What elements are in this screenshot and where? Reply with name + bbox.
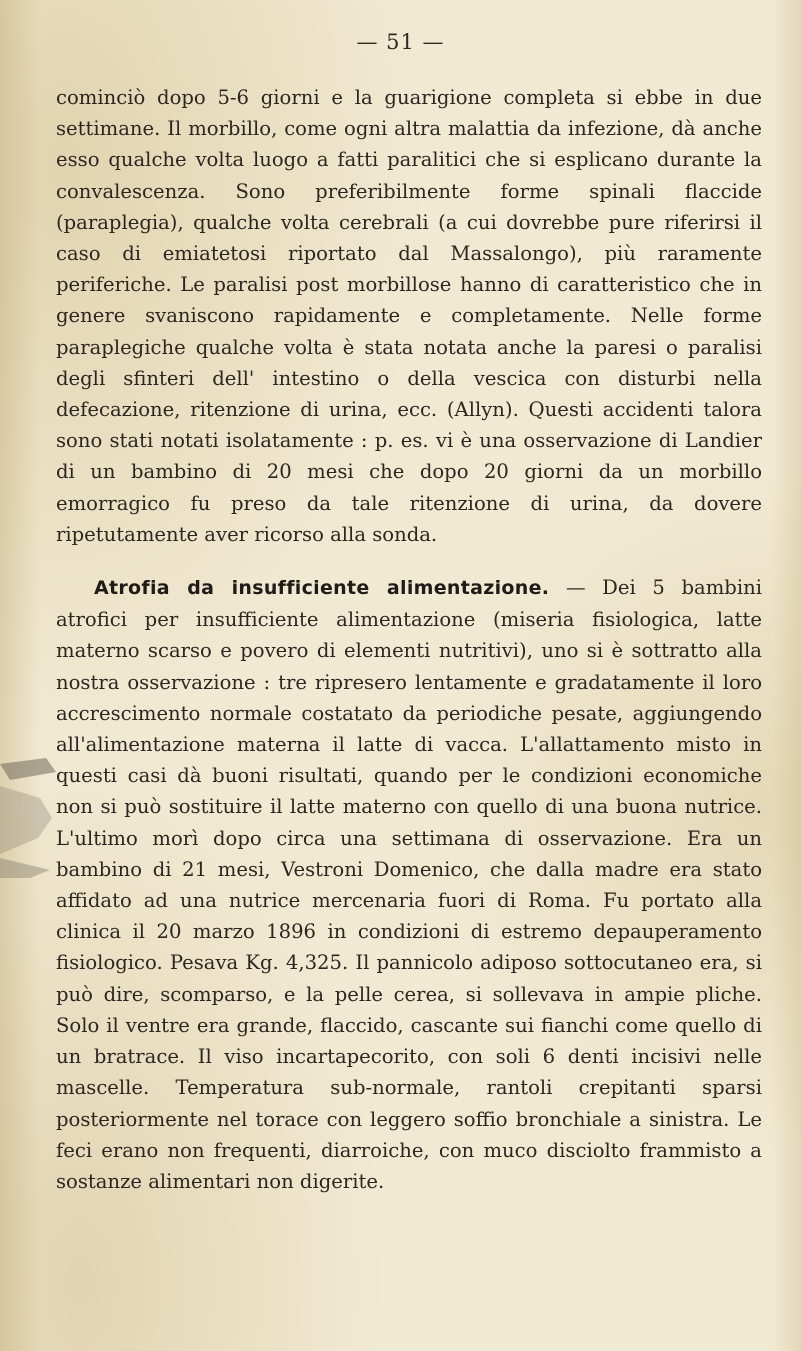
page-number: — 51 — (356, 30, 445, 54)
paragraph-atrophy-section (56, 572, 762, 1197)
section-body-atrofia: — Dei 5 bambini atrofici per insufficiente alimentazione (miseria fisiologica, latte materno scarso e povero di elementi nutritivi), uno si è sottratto alla nostra osservazione : tre ripresero lentamente e gradatamente il loro accrescimento normale costatato da periodiche pesate, aggiungendo all'alimentazione materna il latte di vacca. L'allattamento misto in questi casi dà buoni risultati, quando per le condizioni economiche non si può sostituire il latte materno con quello di una buona nutrice. L'ultimo morì dopo circa una settimana di osservazione. Era un bambino di 21 mesi, Vestroni Domenico, che dalla madre era stato affidato ad una nutrice mercenaria fuori di Roma. Fu portato alla clinica il 20 marzo 1896 in condizioni di estremo depauperamento fisiologico. Pesava Kg. 4,325. Il pannicolo adiposo sottocutaneo era, si può dire, scomparso, e la pelle cerea, si sollevava in ampie pliche. Solo il ventre era grande, flaccido, cascante sui fianchi come quello di un bratrace. Il viso incartapecorito, con soli 6 denti incisivi nelle mascelle. Temperatura sub-normale, rantoli crepitanti sparsi posteriormente nel torace con leggero soffio bronchiale a sinistra. Le feci erano non frequenti, diarroiche, con muco disciolto frammisto a sostanze alimentari non digerite. (56, 576, 762, 1193)
section-heading-atrofia: Atrofia da insufficiente alimentazione. (94, 577, 550, 600)
paper-fold-mark (0, 758, 58, 878)
page-body-text (56, 82, 762, 1197)
paragraph-measles-complications: cominciò dopo 5-6 giorni e la guarigione completa si ebbe in due settimane. Il morbillo, come ogni altra malattia da infezione, dà anche esso qualche volta luogo a fatti paralitici che si esplicano durante la convalescenza. Sono preferibilmente forme spinali flaccide (paraplegia), qualche volta cerebrali (a cui dovrebbe pure riferirsi il caso di emiatetosi riportato dal Massalongo), più raramente periferiche. Le paralisi post morbillose hanno di caratteristico che in genere svaniscono rapidamente e completamente. Nelle forme paraplegiche qualche volta è stata notata anche la paresi o paralisi degli sfinteri dell' intestino o della vescica con disturbi nella defecazione, ritenzione di urina, ecc. (Allyn). Questi accidenti talora sono stati notati isolatamente : p. es. vi è una osservazione di Landier di un bambino di 20 mesi che dopo 20 giorni da un morbillo emorragico fu preso da tale ritenzione di urina, da dovere ripetutamente aver ricorso alla sonda. (56, 86, 762, 546)
